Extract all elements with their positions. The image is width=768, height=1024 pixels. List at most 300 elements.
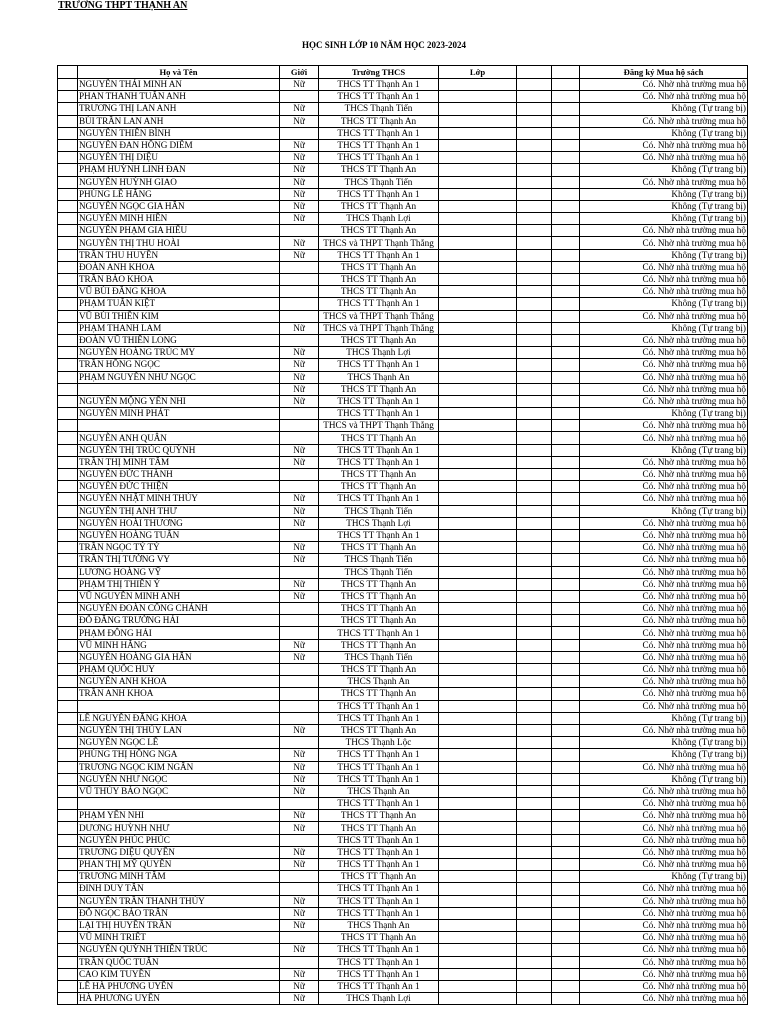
gender-cell: [280, 956, 319, 968]
middle-school-cell: THCS TT Thạnh An: [319, 603, 439, 615]
student-name-cell: LÊ HÀ PHƯƠNG UYÊN: [78, 980, 280, 992]
student-name-cell: ĐỖ NGỌC BẢO TRÂN: [78, 907, 280, 919]
middle-school-cell: THCS TT Thạnh An: [319, 542, 439, 554]
blank-cell: [517, 176, 552, 188]
table-row: [58, 603, 748, 615]
table-row: [58, 724, 748, 736]
middle-school-cell: THCS TT Thạnh An: [319, 225, 439, 237]
blank-cell: [517, 907, 552, 919]
table-row: [58, 261, 748, 273]
blank-cell: [552, 249, 580, 261]
student-name-cell: NGUYỄN HOÀI THƯƠNG: [78, 517, 280, 529]
gender-cell: Nữ: [280, 115, 319, 127]
row-index-cell: [58, 859, 78, 871]
row-index-cell: [58, 846, 78, 858]
table-row: [58, 822, 748, 834]
blank-cell: [517, 505, 552, 517]
gender-cell: [280, 298, 319, 310]
book-registration-cell: Có. Nhờ nhà trường mua hộ: [580, 724, 748, 736]
book-registration-cell: Có. Nhờ nhà trường mua hộ: [580, 566, 748, 578]
middle-school-cell: THCS TT Thạnh An 1: [319, 749, 439, 761]
student-name-cell: LƯƠNG HOÀNG VỸ: [78, 566, 280, 578]
student-name-cell: VŨ MINH HẰNG: [78, 639, 280, 651]
gender-cell: [280, 615, 319, 627]
class-cell: [439, 456, 517, 468]
blank-cell: [552, 103, 580, 115]
row-index-cell: [58, 91, 78, 103]
student-name-cell: NGUYỄN HOÀNG TUẤN: [78, 529, 280, 541]
middle-school-cell: THCS TT Thạnh An 1: [319, 298, 439, 310]
row-index-cell: [58, 286, 78, 298]
blank-cell: [517, 420, 552, 432]
blank-cell: [552, 749, 580, 761]
table-row: [58, 103, 748, 115]
book-registration-cell: Có. Nhờ nhà trường mua hộ: [580, 578, 748, 590]
table-row: [58, 651, 748, 663]
student-name-cell: TRẦN HỒNG NGỌC: [78, 359, 280, 371]
row-index-cell: [58, 200, 78, 212]
table-row: [58, 408, 748, 420]
table-row: [58, 298, 748, 310]
book-registration-cell: Có. Nhờ nhà trường mua hộ: [580, 554, 748, 566]
table-row: [58, 91, 748, 103]
book-registration-cell: Có. Nhờ nhà trường mua hộ: [580, 432, 748, 444]
blank-cell: [552, 91, 580, 103]
column-header-class: Lớp: [439, 66, 517, 79]
class-cell: [439, 408, 517, 420]
blank-cell: [517, 469, 552, 481]
blank-cell: [517, 164, 552, 176]
student-name-cell: NGUYỄN PHẠM GIA HIẾU: [78, 225, 280, 237]
row-index-cell: [58, 152, 78, 164]
student-name-cell: [78, 700, 280, 712]
class-cell: [439, 542, 517, 554]
book-registration-cell: Có. Nhờ nhà trường mua hộ: [580, 980, 748, 992]
class-cell: [439, 176, 517, 188]
middle-school-cell: THCS Thạnh Lợi: [319, 213, 439, 225]
row-index-cell: [58, 176, 78, 188]
student-name-cell: NGUYỄN TRẦN THANH THỦY: [78, 895, 280, 907]
blank-cell: [517, 347, 552, 359]
row-index-cell: [58, 542, 78, 554]
class-cell: [439, 785, 517, 797]
blank-cell: [552, 664, 580, 676]
blank-cell: [552, 798, 580, 810]
class-cell: [439, 298, 517, 310]
table-row: [58, 773, 748, 785]
book-registration-cell: Không (Tự trang bị): [580, 749, 748, 761]
book-registration-cell: Có. Nhờ nhà trường mua hộ: [580, 139, 748, 151]
table-row: [58, 249, 748, 261]
blank-cell: [552, 761, 580, 773]
middle-school-cell: THCS Thạnh Lợi: [319, 347, 439, 359]
book-registration-cell: Có. Nhờ nhà trường mua hộ: [580, 286, 748, 298]
table-row: [58, 505, 748, 517]
blank-cell: [517, 883, 552, 895]
gender-cell: [280, 566, 319, 578]
gender-cell: Nữ: [280, 237, 319, 249]
table-row: [58, 493, 748, 505]
table-row: [58, 139, 748, 151]
blank-cell: [552, 773, 580, 785]
row-index-cell: [58, 420, 78, 432]
class-cell: [439, 237, 517, 249]
column-header-name: Họ và Tên: [78, 66, 280, 79]
table-row: [58, 968, 748, 980]
middle-school-cell: THCS TT Thạnh An 1: [319, 968, 439, 980]
gender-cell: Nữ: [280, 164, 319, 176]
middle-school-cell: THCS TT Thạnh An 1: [319, 859, 439, 871]
class-cell: [439, 895, 517, 907]
table-row: [58, 127, 748, 139]
blank-cell: [517, 603, 552, 615]
middle-school-cell: THCS TT Thạnh An 1: [319, 408, 439, 420]
table-row: [58, 688, 748, 700]
gender-cell: Nữ: [280, 724, 319, 736]
middle-school-cell: THCS TT Thạnh An: [319, 724, 439, 736]
blank-cell: [517, 127, 552, 139]
student-name-cell: NGUYỄN MINH HIỀN: [78, 213, 280, 225]
class-cell: [439, 590, 517, 602]
middle-school-cell: THCS TT Thạnh An: [319, 334, 439, 346]
column-header-index: [58, 66, 78, 79]
blank-cell: [552, 347, 580, 359]
book-registration-cell: Có. Nhờ nhà trường mua hộ: [580, 371, 748, 383]
middle-school-cell: THCS Thạnh Tiến: [319, 176, 439, 188]
table-row: [58, 115, 748, 127]
student-name-cell: NGUYỄN NHẬT MINH THỦY: [78, 493, 280, 505]
student-name-cell: ĐOÀN ANH KHOA: [78, 261, 280, 273]
student-name-cell: TRẦN BẢO KHOA: [78, 274, 280, 286]
row-index-cell: [58, 529, 78, 541]
blank-cell: [517, 810, 552, 822]
gender-cell: Nữ: [280, 493, 319, 505]
blank-cell: [552, 517, 580, 529]
row-index-cell: [58, 310, 78, 322]
row-index-cell: [58, 347, 78, 359]
middle-school-cell: THCS TT Thạnh An: [319, 932, 439, 944]
gender-cell: Nữ: [280, 980, 319, 992]
blank-cell: [552, 200, 580, 212]
gender-cell: Nữ: [280, 761, 319, 773]
table-row: [58, 932, 748, 944]
class-cell: [439, 274, 517, 286]
table-row: [58, 225, 748, 237]
book-registration-cell: Không (Tự trang bị): [580, 773, 748, 785]
blank-cell: [552, 456, 580, 468]
class-cell: [439, 676, 517, 688]
blank-cell: [517, 542, 552, 554]
class-cell: [439, 469, 517, 481]
blank-cell: [552, 883, 580, 895]
blank-cell: [517, 980, 552, 992]
class-cell: [439, 334, 517, 346]
class-cell: [439, 932, 517, 944]
blank-cell: [517, 724, 552, 736]
book-registration-cell: Có. Nhờ nhà trường mua hộ: [580, 919, 748, 931]
student-name-cell: NGUYỄN MỘNG YẾN NHI: [78, 395, 280, 407]
student-name-cell: PHẠM THANH LAM: [78, 322, 280, 334]
row-index-cell: [58, 444, 78, 456]
table-row: [58, 700, 748, 712]
student-name-cell: PHẠM TUẤN KIỆT: [78, 298, 280, 310]
blank-cell: [552, 859, 580, 871]
blank-cell: [517, 152, 552, 164]
blank-cell: [552, 724, 580, 736]
blank-cell: [517, 956, 552, 968]
class-cell: [439, 627, 517, 639]
table-row: [58, 359, 748, 371]
class-cell: [439, 505, 517, 517]
book-registration-cell: Có. Nhờ nhà trường mua hộ: [580, 761, 748, 773]
table-row: [58, 395, 748, 407]
gender-cell: [280, 274, 319, 286]
row-index-cell: [58, 505, 78, 517]
blank-cell: [517, 371, 552, 383]
book-registration-cell: Có. Nhờ nhà trường mua hộ: [580, 615, 748, 627]
blank-cell: [517, 103, 552, 115]
student-name-cell: VŨ THỦY BẢO NGỌC: [78, 785, 280, 797]
gender-cell: [280, 700, 319, 712]
table-row: [58, 79, 748, 91]
gender-cell: Nữ: [280, 395, 319, 407]
row-index-cell: [58, 956, 78, 968]
class-cell: [439, 859, 517, 871]
row-index-cell: [58, 810, 78, 822]
blank-cell: [517, 261, 552, 273]
gender-cell: [280, 871, 319, 883]
blank-cell: [517, 554, 552, 566]
blank-cell: [517, 627, 552, 639]
class-cell: [439, 834, 517, 846]
book-registration-cell: Có. Nhờ nhà trường mua hộ: [580, 785, 748, 797]
middle-school-cell: THCS TT Thạnh An: [319, 664, 439, 676]
blank-cell: [552, 493, 580, 505]
gender-cell: Nữ: [280, 347, 319, 359]
blank-cell: [517, 712, 552, 724]
row-index-cell: [58, 359, 78, 371]
middle-school-cell: THCS TT Thạnh An 1: [319, 944, 439, 956]
book-registration-cell: Có. Nhờ nhà trường mua hộ: [580, 834, 748, 846]
middle-school-cell: THCS Thạnh Lợi: [319, 517, 439, 529]
class-cell: [439, 383, 517, 395]
gender-cell: [280, 664, 319, 676]
student-name-cell: PHẠM HUỲNH LINH ĐAN: [78, 164, 280, 176]
blank-cell: [517, 298, 552, 310]
table-row: [58, 517, 748, 529]
class-cell: [439, 188, 517, 200]
middle-school-cell: THCS Thạnh Lợi: [319, 993, 439, 1005]
class-cell: [439, 773, 517, 785]
blank-cell: [552, 993, 580, 1005]
row-index-cell: [58, 664, 78, 676]
blank-cell: [552, 274, 580, 286]
blank-cell: [552, 298, 580, 310]
table-row: [58, 200, 748, 212]
class-cell: [439, 481, 517, 493]
blank-cell: [517, 919, 552, 931]
middle-school-cell: THCS TT Thạnh An 1: [319, 493, 439, 505]
middle-school-cell: THCS TT Thạnh An: [319, 578, 439, 590]
row-index-cell: [58, 395, 78, 407]
blank-cell: [517, 395, 552, 407]
row-index-cell: [58, 968, 78, 980]
book-registration-cell: Có. Nhờ nhà trường mua hộ: [580, 225, 748, 237]
gender-cell: Nữ: [280, 213, 319, 225]
class-cell: [439, 798, 517, 810]
row-index-cell: [58, 834, 78, 846]
book-registration-cell: Có. Nhờ nhà trường mua hộ: [580, 676, 748, 688]
table-row: [58, 469, 748, 481]
student-name-cell: NGUYỄN THÁI MINH AN: [78, 79, 280, 91]
middle-school-cell: THCS TT Thạnh An 1: [319, 834, 439, 846]
row-index-cell: [58, 944, 78, 956]
gender-cell: Nữ: [280, 859, 319, 871]
middle-school-cell: THCS TT Thạnh An: [319, 261, 439, 273]
middle-school-cell: THCS TT Thạnh An 1: [319, 188, 439, 200]
blank-cell: [552, 834, 580, 846]
blank-cell: [552, 127, 580, 139]
table-row: [58, 432, 748, 444]
class-cell: [439, 444, 517, 456]
student-name-cell: VŨ MINH TRIẾT: [78, 932, 280, 944]
book-registration-cell: Có. Nhờ nhà trường mua hộ: [580, 529, 748, 541]
table-row: [58, 164, 748, 176]
student-name-cell: VŨ NGUYỄN MINH ANH: [78, 590, 280, 602]
blank-cell: [517, 895, 552, 907]
middle-school-cell: THCS TT Thạnh An: [319, 286, 439, 298]
table-row: [58, 310, 748, 322]
book-registration-cell: Có. Nhờ nhà trường mua hộ: [580, 590, 748, 602]
class-cell: [439, 286, 517, 298]
class-cell: [439, 420, 517, 432]
student-name-cell: TRẦN ANH KHOA: [78, 688, 280, 700]
column-header-book-registration: Đăng ký Mua hộ sách: [580, 66, 748, 79]
book-registration-cell: Có. Nhờ nhà trường mua hộ: [580, 176, 748, 188]
book-registration-cell: Có. Nhờ nhà trường mua hộ: [580, 469, 748, 481]
blank-cell: [552, 115, 580, 127]
class-cell: [439, 261, 517, 273]
row-index-cell: [58, 274, 78, 286]
blank-cell: [517, 993, 552, 1005]
middle-school-cell: THCS TT Thạnh An 1: [319, 79, 439, 91]
book-registration-cell: Có. Nhờ nhà trường mua hộ: [580, 274, 748, 286]
middle-school-cell: THCS TT Thạnh An 1: [319, 395, 439, 407]
gender-cell: Nữ: [280, 200, 319, 212]
student-name-cell: PHÙNG THỊ HỒNG NGA: [78, 749, 280, 761]
row-index-cell: [58, 79, 78, 91]
blank-cell: [552, 919, 580, 931]
middle-school-cell: THCS Thạnh Tiến: [319, 566, 439, 578]
blank-cell: [552, 322, 580, 334]
blank-cell: [517, 139, 552, 151]
middle-school-cell: THCS TT Thạnh An 1: [319, 152, 439, 164]
blank-cell: [517, 578, 552, 590]
student-name-cell: NGUYỄN ĐAN HỒNG DIỄM: [78, 139, 280, 151]
class-cell: [439, 810, 517, 822]
class-cell: [439, 115, 517, 127]
class-cell: [439, 993, 517, 1005]
student-name-cell: NGUYỄN THIÊN BÌNH: [78, 127, 280, 139]
table-row: [58, 481, 748, 493]
gender-cell: [280, 127, 319, 139]
book-registration-cell: Có. Nhờ nhà trường mua hộ: [580, 395, 748, 407]
student-name-cell: NGUYỄN ĐỨC THÀNH: [78, 469, 280, 481]
row-index-cell: [58, 481, 78, 493]
middle-school-cell: THCS TT Thạnh An 1: [319, 980, 439, 992]
row-index-cell: [58, 993, 78, 1005]
middle-school-cell: THCS và THPT Thạnh Thắng: [319, 420, 439, 432]
book-registration-cell: Có. Nhờ nhà trường mua hộ: [580, 968, 748, 980]
book-registration-cell: Có. Nhờ nhà trường mua hộ: [580, 993, 748, 1005]
middle-school-cell: THCS TT Thạnh An 1: [319, 895, 439, 907]
blank-cell: [517, 590, 552, 602]
row-index-cell: [58, 225, 78, 237]
student-name-cell: PHẠM ĐÔNG HẢI: [78, 627, 280, 639]
book-registration-cell: Không (Tự trang bị): [580, 213, 748, 225]
class-cell: [439, 322, 517, 334]
row-index-cell: [58, 249, 78, 261]
class-cell: [439, 103, 517, 115]
gender-cell: [280, 420, 319, 432]
book-registration-cell: Có. Nhờ nhà trường mua hộ: [580, 115, 748, 127]
blank-cell: [517, 213, 552, 225]
blank-cell: [552, 822, 580, 834]
blank-cell: [517, 688, 552, 700]
blank-cell: [552, 968, 580, 980]
class-cell: [439, 91, 517, 103]
row-index-cell: [58, 139, 78, 151]
book-registration-cell: Có. Nhờ nhà trường mua hộ: [580, 688, 748, 700]
blank-cell: [517, 871, 552, 883]
class-cell: [439, 432, 517, 444]
blank-cell: [517, 785, 552, 797]
student-name-cell: PHẠM NGUYỄN NHƯ NGỌC: [78, 371, 280, 383]
table-row: [58, 956, 748, 968]
blank-cell: [517, 456, 552, 468]
row-index-cell: [58, 493, 78, 505]
blank-cell: [552, 225, 580, 237]
blank-cell: [517, 444, 552, 456]
student-name-cell: NGUYỄN QUỲNH THIÊN TRÚC: [78, 944, 280, 956]
class-cell: [439, 712, 517, 724]
gender-cell: [280, 932, 319, 944]
gender-cell: Nữ: [280, 383, 319, 395]
row-index-cell: [58, 566, 78, 578]
gender-cell: Nữ: [280, 322, 319, 334]
blank-cell: [552, 542, 580, 554]
middle-school-cell: THCS TT Thạnh An: [319, 481, 439, 493]
class-cell: [439, 371, 517, 383]
middle-school-cell: THCS TT Thạnh An: [319, 383, 439, 395]
student-name-cell: NGUYỄN THỊ THU HOÀI: [78, 237, 280, 249]
gender-cell: Nữ: [280, 542, 319, 554]
book-registration-cell: Có. Nhờ nhà trường mua hộ: [580, 603, 748, 615]
blank-cell: [517, 237, 552, 249]
middle-school-cell: THCS TT Thạnh An: [319, 639, 439, 651]
row-index-cell: [58, 785, 78, 797]
table-row: [58, 566, 748, 578]
student-name-cell: VŨ BÙI ĐĂNG KHOA: [78, 286, 280, 298]
student-name-cell: NGUYỄN THỊ ANH THƯ: [78, 505, 280, 517]
gender-cell: Nữ: [280, 359, 319, 371]
column-header-gender: Giới: [280, 66, 319, 79]
student-name-cell: [78, 420, 280, 432]
row-index-cell: [58, 590, 78, 602]
blank-cell: [517, 493, 552, 505]
table-row: [58, 871, 748, 883]
class-cell: [439, 749, 517, 761]
